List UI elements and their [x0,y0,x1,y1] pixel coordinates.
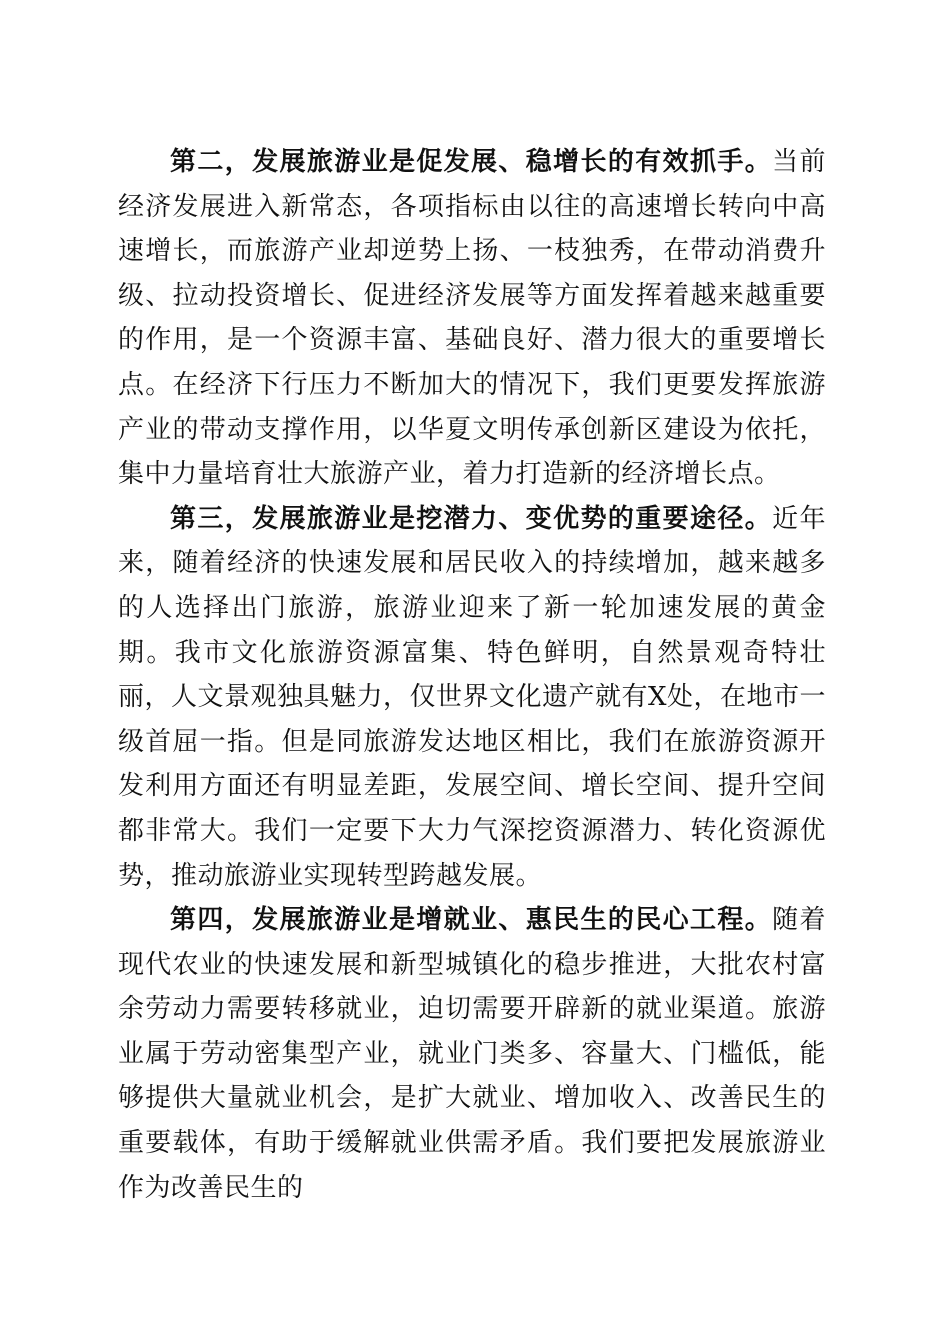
paragraph-body: 随着现代农业的快速发展和新型城镇化的稳步推进，大批农村富余劳动力需要转移就业，迫切需要开辟新的就业渠道。旅游业属于劳动密集型产业，就业门类多、容量大、门槛低，能够提供大量就业机会，是扩大就业、增加收入、改善民生的重要载体，有助于缓解就业供需矛盾。我们要把发展旅游业作为改善民生的 [118,905,826,1203]
paragraph-third [118,497,826,898]
paragraph-heading: 第三，发展旅游业是挖潜力、变优势的重要途径。 [170,503,773,534]
paragraph-fourth [118,898,826,1210]
paragraph-heading: 第四，发展旅游业是增就业、惠民生的民心工程。 [170,905,773,936]
document-page [118,140,826,1210]
paragraph-second [118,140,826,497]
paragraph-body: 近年来，随着经济的快速发展和居民收入的持续增加，越来越多的人选择出门旅游，旅游业迎来了新一轮加速发展的黄金期。我市文化旅游资源富集、特色鲜明，自然景观奇特壮丽，人文景观独具魅力，仅世界文化遗产就有X处，在地市一级首屈一指。但是同旅游发达地区相比，我们在旅游资源开发利用方面还有明显差距，发展空间、增长空间、提升空间都非常大。我们一定要下大力气深挖资源潜力、转化资源优势，推动旅游业实现转型跨越发展。 [118,503,827,891]
paragraph-body: 当前经济发展进入新常态，各项指标由以往的高速增长转向中高速增长，而旅游产业却逆势上扬、一枝独秀，在带动消费升级、拉动投资增长、促进经济发展等方面发挥着越来越重要的作用，是一个资源丰富、基础良好、潜力很大的重要增长点。在经济下行压力不断加大的情况下，我们更要发挥旅游产业的带动支撑作用，以华夏文明传承创新区建设为依托，集中力量培育壮大旅游产业，着力打造新的经济增长点。 [118,147,826,490]
paragraph-heading: 第二，发展旅游业是促发展、稳增长的有效抓手。 [170,147,773,177]
